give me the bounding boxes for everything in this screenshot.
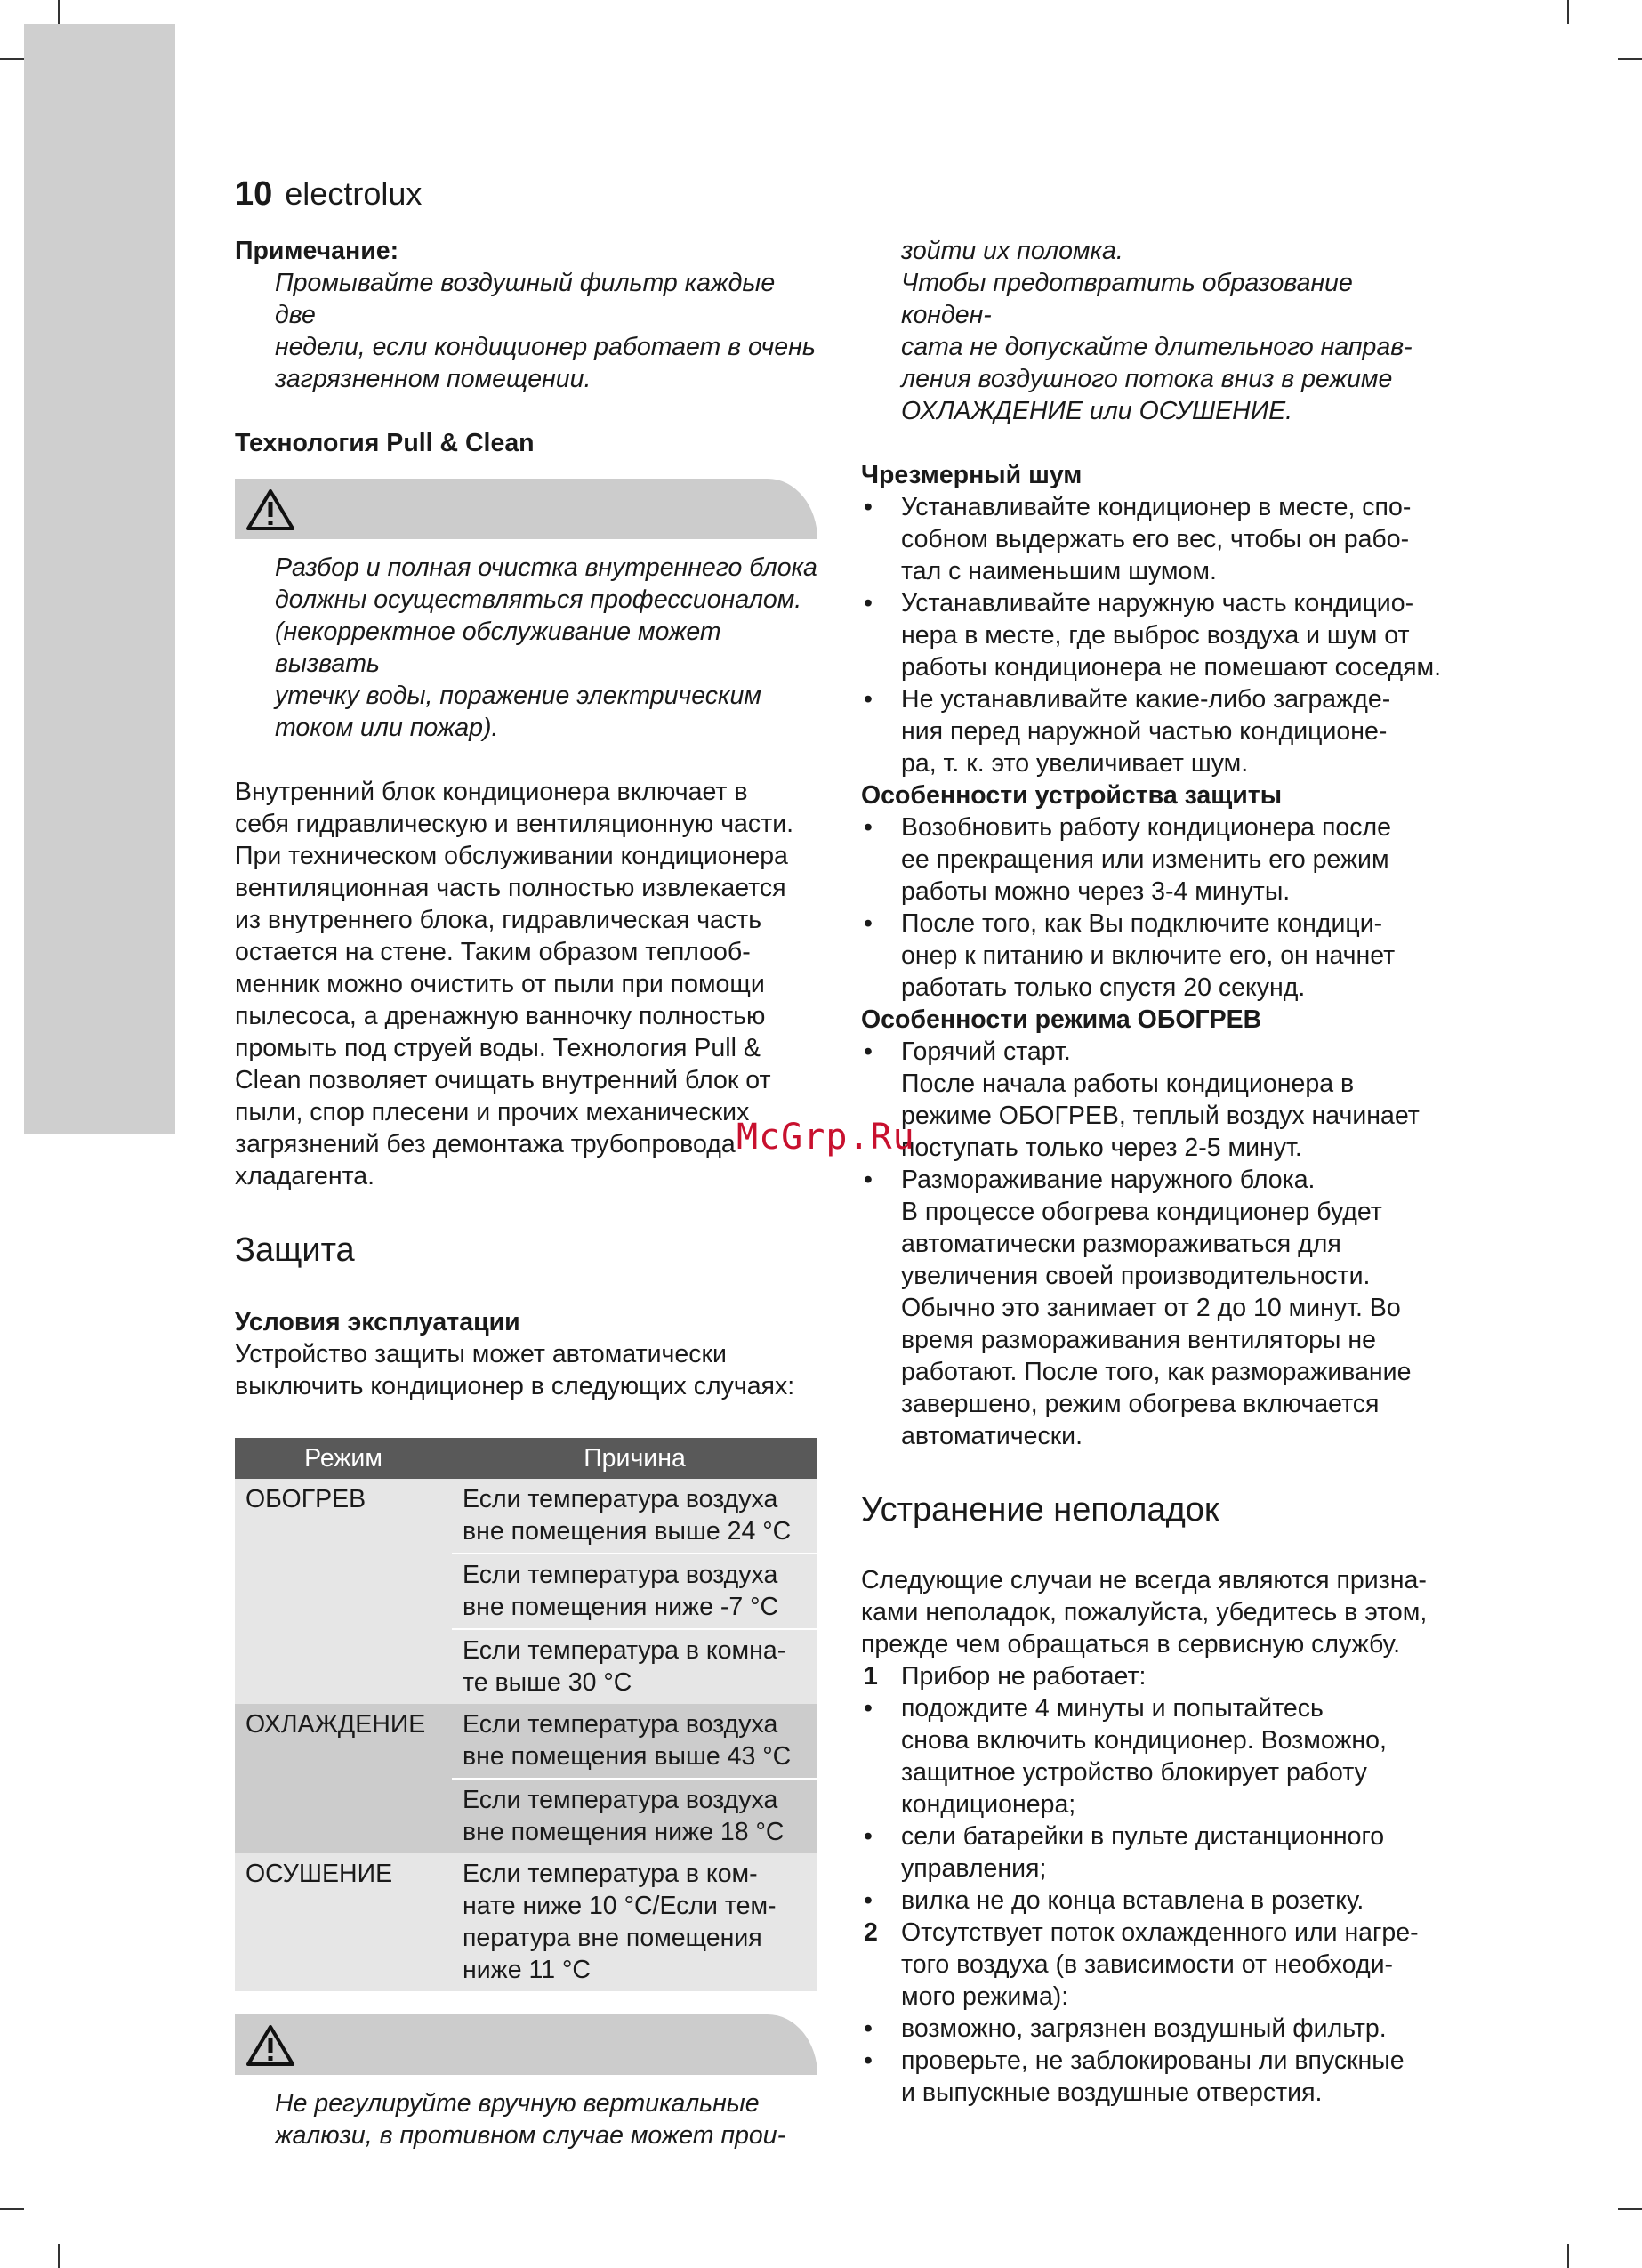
crop-mark bbox=[0, 58, 24, 60]
protect-list bbox=[861, 811, 1448, 1004]
list-item bbox=[861, 2045, 1448, 2109]
text-line: загрязненном помещении. bbox=[275, 365, 592, 393]
text-line: Если температура в ком- bbox=[463, 1860, 758, 1888]
text-line: жалюзи, в противном случае может прои- bbox=[275, 2121, 786, 2150]
text-line: снова включить кондиционер. Возможно, bbox=[901, 1726, 1387, 1755]
text-line: остается на стене. Таким образом теплооб- bbox=[235, 938, 751, 966]
crop-mark bbox=[58, 2244, 60, 2268]
text-line: • сели батарейки в пульте дистанционного bbox=[901, 1822, 1385, 1851]
mode-cell: ОБОГРЕВ bbox=[235, 1479, 452, 1704]
text-line: Обычно это занимает от 2 до 10 минут. Во bbox=[901, 1294, 1401, 1322]
crop-mark bbox=[1618, 2208, 1642, 2210]
side-tab bbox=[24, 24, 175, 1134]
cause-cell bbox=[452, 1554, 817, 1629]
text-line: Если температура воздуха bbox=[463, 1485, 778, 1513]
text-line: прежде чем обращаться в сервисную службу. bbox=[861, 1630, 1400, 1659]
heat-list bbox=[861, 1036, 1448, 1452]
text-line: вентиляционная часть полностью извлекается bbox=[235, 874, 786, 902]
warning-bar bbox=[235, 2014, 817, 2075]
text-line: автоматически размораживаться для bbox=[901, 1230, 1341, 1258]
left-column bbox=[235, 235, 817, 2151]
crop-mark bbox=[58, 0, 60, 24]
watermark: McGrp.Ru bbox=[736, 1117, 915, 1158]
list-item bbox=[861, 1692, 1448, 1820]
list-item bbox=[861, 587, 1448, 683]
text-line: работы кондиционера не помешают соседям. bbox=[901, 653, 1442, 682]
text-line: работать только спустя 20 секунд. bbox=[901, 973, 1306, 1002]
text-line: утечку воды, поражение электрическим bbox=[275, 682, 761, 710]
text-line: вне помещения выше 43 °C bbox=[463, 1742, 792, 1771]
text-line: ния перед наружной частью кондиционе- bbox=[901, 717, 1388, 746]
text-line: • Устанавливайте наружную часть кондицио- bbox=[901, 589, 1414, 617]
list-item bbox=[861, 491, 1448, 587]
text-line: Если температура воздуха bbox=[463, 1786, 778, 1814]
text-line: После начала работы кондиционера в bbox=[901, 1069, 1355, 1098]
text-line: нера в месте, где выброс воздуха и шум от bbox=[901, 621, 1410, 650]
text-line: пыли, спор плесени и прочих механических bbox=[235, 1098, 750, 1126]
cause-cell bbox=[452, 1853, 817, 1991]
cause-cell bbox=[452, 1779, 817, 1853]
warning-icon bbox=[245, 2023, 295, 2068]
text-line: защитное устройство блокирует работу bbox=[901, 1758, 1367, 1787]
text-line: Чтобы предотвратить образование конден- bbox=[901, 269, 1353, 329]
protection-table bbox=[235, 1438, 817, 1991]
text-line: (некорректное обслуживание может вызвать bbox=[275, 617, 721, 678]
text-line: из внутреннего блока, гидравлическая часть bbox=[235, 906, 762, 934]
text-line: те выше 30 °C bbox=[463, 1668, 632, 1697]
text-line: Следующие случаи не всегда являются призна- bbox=[861, 1566, 1427, 1594]
text-line: увеличения своей производительности. bbox=[901, 1262, 1371, 1290]
list-item bbox=[861, 1036, 1448, 1164]
numbered-item bbox=[861, 1660, 1448, 1692]
table-row bbox=[235, 1704, 817, 1779]
text-line: В процессе обогрева кондиционер будет bbox=[901, 1198, 1382, 1226]
list-item bbox=[861, 1885, 1448, 1917]
text-line: вне помещения ниже 18 °C bbox=[463, 1818, 785, 1846]
list-item bbox=[861, 683, 1448, 779]
protect-title: Особенности устройства защиты bbox=[861, 781, 1283, 810]
note-text bbox=[235, 267, 817, 395]
page-header bbox=[235, 174, 422, 214]
conditions-title: Условия эксплуатации bbox=[235, 1308, 520, 1336]
pull-clean-title: Технология Pull & Clean bbox=[235, 429, 535, 457]
text-line: • Размораживание наружного блока. bbox=[901, 1166, 1316, 1194]
protection-heading: Защита bbox=[235, 1231, 355, 1269]
text-line: • Возобновить работу кондиционера после bbox=[901, 813, 1391, 842]
text-line: управления; bbox=[901, 1854, 1047, 1883]
text-line: ра, т. к. это увеличивает шум. bbox=[901, 749, 1249, 778]
text-line: онер к питанию и включите его, он начнет bbox=[901, 941, 1396, 970]
warning-text bbox=[235, 2087, 817, 2151]
cause-cell bbox=[452, 1479, 817, 1554]
text-line: того воздуха (в зависимости от необходи- bbox=[901, 1950, 1393, 1979]
continued-warning-text bbox=[861, 235, 1448, 427]
list-item bbox=[861, 1820, 1448, 1885]
text-line: работают. После того, как размораживание bbox=[901, 1358, 1412, 1386]
page-number: 10 bbox=[235, 175, 273, 213]
text-line: • Не устанавливайте какие-либо загражде- bbox=[901, 685, 1391, 714]
crop-mark bbox=[0, 2208, 24, 2210]
warning-icon bbox=[245, 488, 295, 532]
text-line: Не регулируйте вручную вертикальные bbox=[275, 2089, 760, 2118]
text-line: Отсутствует поток охлажденного или нагре- bbox=[901, 1918, 1419, 1947]
text-line: завершено, режим обогрева включается bbox=[901, 1390, 1380, 1418]
warning-text bbox=[235, 552, 817, 744]
text-line: вне помещения ниже -7 °C bbox=[463, 1593, 779, 1621]
text-line: Если температура в комна- bbox=[463, 1636, 786, 1665]
noise-list bbox=[861, 491, 1448, 779]
text-line: Разбор и полная очистка внутреннего блока bbox=[275, 553, 817, 582]
text-line: зойти их поломка. bbox=[901, 237, 1123, 265]
text-line: мого режима): bbox=[901, 1982, 1069, 2011]
body-paragraph bbox=[235, 776, 817, 1192]
col-cause-header: Причина bbox=[452, 1438, 817, 1479]
col-mode-header: Режим bbox=[235, 1438, 452, 1479]
crop-mark bbox=[1618, 58, 1642, 60]
text-line: себя гидравлическую и вентиляционную части. bbox=[235, 810, 794, 838]
text-line: Промывайте воздушный фильтр каждые две bbox=[275, 269, 776, 329]
text-line: выключить кондиционер в следующих случаях: bbox=[235, 1372, 795, 1400]
text-line: режиме ОБОГРЕВ, теплый воздух начинает bbox=[901, 1102, 1420, 1130]
text-line: сата не допускайте длительного направ- bbox=[901, 333, 1413, 361]
text-line: поступать только через 2-5 минут. bbox=[901, 1134, 1302, 1162]
text-line: должны осуществляться профессионалом. bbox=[275, 585, 802, 614]
text-line: менник можно очистить от пыли при помощи bbox=[235, 970, 765, 998]
text-line: и выпускные воздушные отверстия. bbox=[901, 2078, 1323, 2107]
table-header-row bbox=[235, 1438, 817, 1479]
mode-cell: ОХЛАЖДЕНИЕ bbox=[235, 1704, 452, 1853]
text-line: ления воздушного потока вниз в режиме bbox=[901, 365, 1393, 393]
heat-title: Особенности режима ОБОГРЕВ bbox=[861, 1005, 1262, 1034]
text-line: Если температура воздуха bbox=[463, 1710, 778, 1739]
text-line: промыть под струей воды. Технология Pull & bbox=[235, 1034, 761, 1062]
text-line: При техническом обслуживании кондиционера bbox=[235, 842, 788, 870]
trouble-intro bbox=[861, 1564, 1448, 1660]
text-line: • возможно, загрязнен воздушный фильтр. bbox=[901, 2014, 1387, 2043]
table-row bbox=[235, 1479, 817, 1554]
item-number: 1 bbox=[864, 1662, 878, 1691]
text-line: Clean позволяет очищать внутренний блок от bbox=[235, 1066, 771, 1094]
noise-title: Чрезмерный шум bbox=[861, 461, 1083, 489]
text-line: работы можно через 3-4 минуты. bbox=[901, 877, 1291, 906]
text-line: Устройство защиты может автоматически bbox=[235, 1340, 727, 1368]
list-item bbox=[861, 1164, 1448, 1452]
item-number: 2 bbox=[864, 1918, 878, 1947]
cause-cell bbox=[452, 1704, 817, 1779]
text-line: время размораживания вентиляторы не bbox=[901, 1326, 1376, 1354]
text-line: • подождите 4 минуты и попытайтесь bbox=[901, 1694, 1324, 1723]
text-line: Внутренний блок кондиционера включает в bbox=[235, 778, 748, 806]
text-line: загрязнений без демонтажа трубопровода bbox=[235, 1130, 736, 1158]
text-line: • Устанавливайте кондиционер в месте, спо- bbox=[901, 493, 1412, 521]
text-line: пература вне помещения bbox=[463, 1924, 762, 1952]
crop-mark bbox=[1567, 2244, 1569, 2268]
text-line: недели, если кондиционер работает в очень bbox=[275, 333, 816, 361]
text-line: вне помещения выше 24 °C bbox=[463, 1517, 792, 1546]
brand-name: electrolux bbox=[285, 175, 423, 212]
text-line: Если температура воздуха bbox=[463, 1561, 778, 1589]
list-item bbox=[861, 2013, 1448, 2045]
text-line: • проверьте, не заблокированы ли впускные bbox=[901, 2046, 1405, 2075]
trouble-list bbox=[861, 1660, 1448, 2109]
text-line: • вилка не до конца вставлена в розетку. bbox=[901, 1886, 1364, 1915]
text-line: пылесоса, а дренажную ванночку полностью bbox=[235, 1002, 766, 1030]
note-title: Примечание: bbox=[235, 237, 399, 265]
right-column bbox=[861, 235, 1448, 2109]
troubleshooting-heading: Устранение неполадок bbox=[861, 1491, 1219, 1529]
text-line: ниже 11 °C bbox=[463, 1956, 591, 1984]
text-line: нате ниже 10 °C/Если тем- bbox=[463, 1892, 777, 1920]
text-line: • Горячий старт. bbox=[901, 1037, 1071, 1066]
list-item bbox=[861, 908, 1448, 1004]
warning-bar bbox=[235, 479, 817, 539]
numbered-item bbox=[861, 1917, 1448, 2013]
table-row bbox=[235, 1853, 817, 1991]
text-line: кондиционера; bbox=[901, 1790, 1076, 1819]
text-line: током или пожар). bbox=[275, 714, 499, 742]
text-line: хладагента. bbox=[235, 1162, 375, 1190]
text-line: собном выдержать его вес, чтобы он рабо- bbox=[901, 525, 1410, 553]
text-line: автоматически. bbox=[901, 1422, 1083, 1450]
text-line: ОХЛАЖДЕНИЕ или ОСУШЕНИЕ. bbox=[901, 397, 1293, 425]
text-line: ками неполадок, пожалуйста, убедитесь в этом, bbox=[861, 1598, 1428, 1626]
text-line: ее прекращения или изменить его режим bbox=[901, 845, 1389, 874]
crop-mark bbox=[1567, 0, 1569, 24]
text-line: • После того, как Вы подключите кондици- bbox=[901, 909, 1383, 938]
text-line: тал с наименьшим шумом. bbox=[901, 557, 1217, 585]
text-line: Прибор не работает: bbox=[901, 1662, 1147, 1691]
mode-cell: ОСУШЕНИЕ bbox=[235, 1853, 452, 1991]
list-item bbox=[861, 811, 1448, 908]
cause-cell bbox=[452, 1629, 817, 1704]
